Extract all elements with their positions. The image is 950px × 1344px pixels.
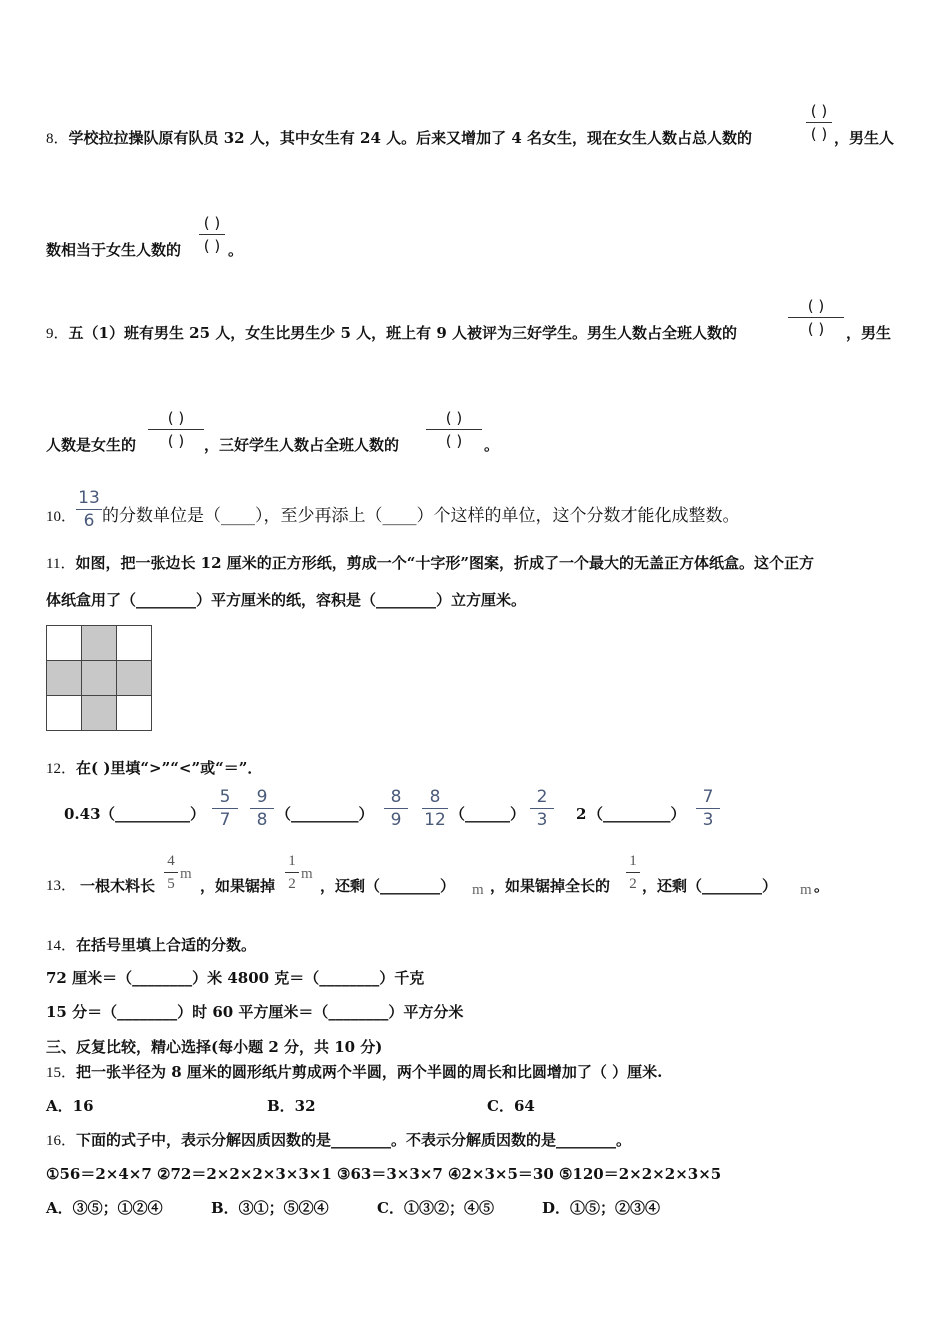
q12-item3-fraction-a: 8 12 <box>422 787 448 830</box>
q13-fraction-2: 1 2 <box>285 852 299 893</box>
q11-line2: 体纸盒用了（________）平方厘米的纸，容积是（________）立方厘米。 <box>46 591 527 609</box>
q16-option-a[interactable]: A．③⑤；①②④ <box>46 1199 163 1217</box>
q12-item1-blank[interactable]: （__________） <box>100 805 206 823</box>
q8-fraction-blank-2[interactable]: ( ) ( ) <box>199 214 225 255</box>
q16-text: 16．下面的式子中，表示分解因质因数的是________。不表示分解质因数的是________。 <box>46 1131 632 1149</box>
q15-text: 15．把一张半径为 8 厘米的圆形纸片剪成两个半圆，两个半圆的周长和比圆增加了（ ）厘米. <box>46 1063 663 1081</box>
q15-option-c[interactable]: C．64 <box>487 1097 535 1115</box>
q10-number: 10． <box>46 509 77 525</box>
q13-text5[interactable]: ，还剩（________） <box>642 877 778 895</box>
q11-line1: 11．如图，把一张边长 12 厘米的正方形纸，剪成一个“十字形”图案，折成了一个最大的无盖正方体纸盒。这个正方 <box>46 554 815 572</box>
q12-item2-fraction-b: 8 9 <box>384 787 408 830</box>
cross-shape-figure <box>46 625 152 731</box>
q14-title: 14．在括号里填上合适的分数。 <box>46 936 257 954</box>
q15-option-a[interactable]: A．16 <box>46 1097 94 1115</box>
q13-text1: 一根木料长 <box>80 877 156 895</box>
q16-option-c[interactable]: C．①③②；④⑤ <box>377 1199 494 1217</box>
q13-fraction-3: 1 2 <box>626 852 640 893</box>
q10-fraction: 13 6 <box>76 488 102 531</box>
q13-unit-1: m <box>180 866 192 882</box>
q13-text4: ，如果锯掉全长的 <box>490 877 611 895</box>
section-3-heading: 三、反复比较，精心选择(每小题 2 分，共 10 分) <box>46 1038 383 1056</box>
q16-option-d[interactable]: D．①⑤；②③④ <box>542 1199 661 1217</box>
q12-item4-left: 2 <box>576 805 587 823</box>
q9-fraction-blank-3[interactable]: ( ) ( ) <box>426 409 482 450</box>
q8-tail1: ，男生人 <box>834 129 895 147</box>
q12-item4-fraction: 7 3 <box>696 787 720 830</box>
q8-number: 8． <box>46 131 69 147</box>
q9-tail1: ，男生 <box>846 324 892 342</box>
q13-text6: 。 <box>814 877 830 895</box>
q13-unit-4: m <box>800 882 812 898</box>
q12-item4-blank[interactable]: （_________） <box>588 805 686 823</box>
q14-row1[interactable]: 72 厘米＝（________）米 4800 克＝（________）千克 <box>46 969 425 987</box>
q15-option-b[interactable]: B．32 <box>267 1097 316 1115</box>
q8-line2: 数相当于女生人数的 <box>46 241 182 259</box>
q12-item2-fraction-a: 9 8 <box>250 787 274 830</box>
q9-fraction-blank-2[interactable]: ( ) ( ) <box>148 409 204 450</box>
q13-number: 13． <box>46 878 77 894</box>
q12-item1-fraction: 5 7 <box>212 787 238 830</box>
q13-unit-3: m <box>472 882 484 898</box>
q12-item3-fraction-b: 2 3 <box>530 787 554 830</box>
q9-number: 9． <box>46 326 69 342</box>
q9-line1: 9．五（1）班有男生 25 人，女生比男生少 5 人，班上有 9 人被评为三好学生。男生人数占全班人数的 <box>46 324 738 342</box>
q12-title: 12．在( )里填“>”“<”或“＝”． <box>46 759 263 777</box>
q9-fraction-blank-1[interactable]: ( ) ( ) <box>788 297 844 338</box>
q13-text3[interactable]: ，还剩（________） <box>320 877 456 895</box>
q8-line1: 8．学校拉拉操队原有队员 32 人，其中女生有 24 人。后来又增加了 4 名女生，现在女生人数占总人数的 <box>46 129 753 147</box>
q14-row2[interactable]: 15 分＝（________）时 60 平方厘米＝（________）平方分米 <box>46 1003 464 1021</box>
q8-fraction-blank-1[interactable]: ( ) ( ) <box>806 102 832 143</box>
q13-fraction-1: 4 5 <box>164 852 178 893</box>
q9-tail2: 。 <box>484 436 500 454</box>
q13-unit-2: m <box>301 866 313 882</box>
q10-text: 的分数单位是（____），至少再添上（____）个这样的单位，这个分数才能化成整数。 <box>102 506 740 526</box>
q12-item2-blank[interactable]: （_________） <box>276 805 374 823</box>
q9-line2b: ，三好学生人数占全班人数的 <box>204 436 400 454</box>
q16-formulas: ①56＝2×4×7 ②72＝2×2×2×3×3×1 ③63＝3×3×7 ④2×3×5＝30 ⑤120＝2×2×2×3×5 <box>46 1165 722 1183</box>
q12-item3-blank[interactable]: （______） <box>450 805 526 823</box>
q16-option-b[interactable]: B．③①；⑤②④ <box>211 1199 329 1217</box>
q9-line2a: 人数是女生的 <box>46 436 137 454</box>
q12-item1-left: 0.43 <box>64 805 101 823</box>
q13-text2: ，如果锯掉 <box>200 877 276 895</box>
q8-tail2: 。 <box>228 241 244 259</box>
